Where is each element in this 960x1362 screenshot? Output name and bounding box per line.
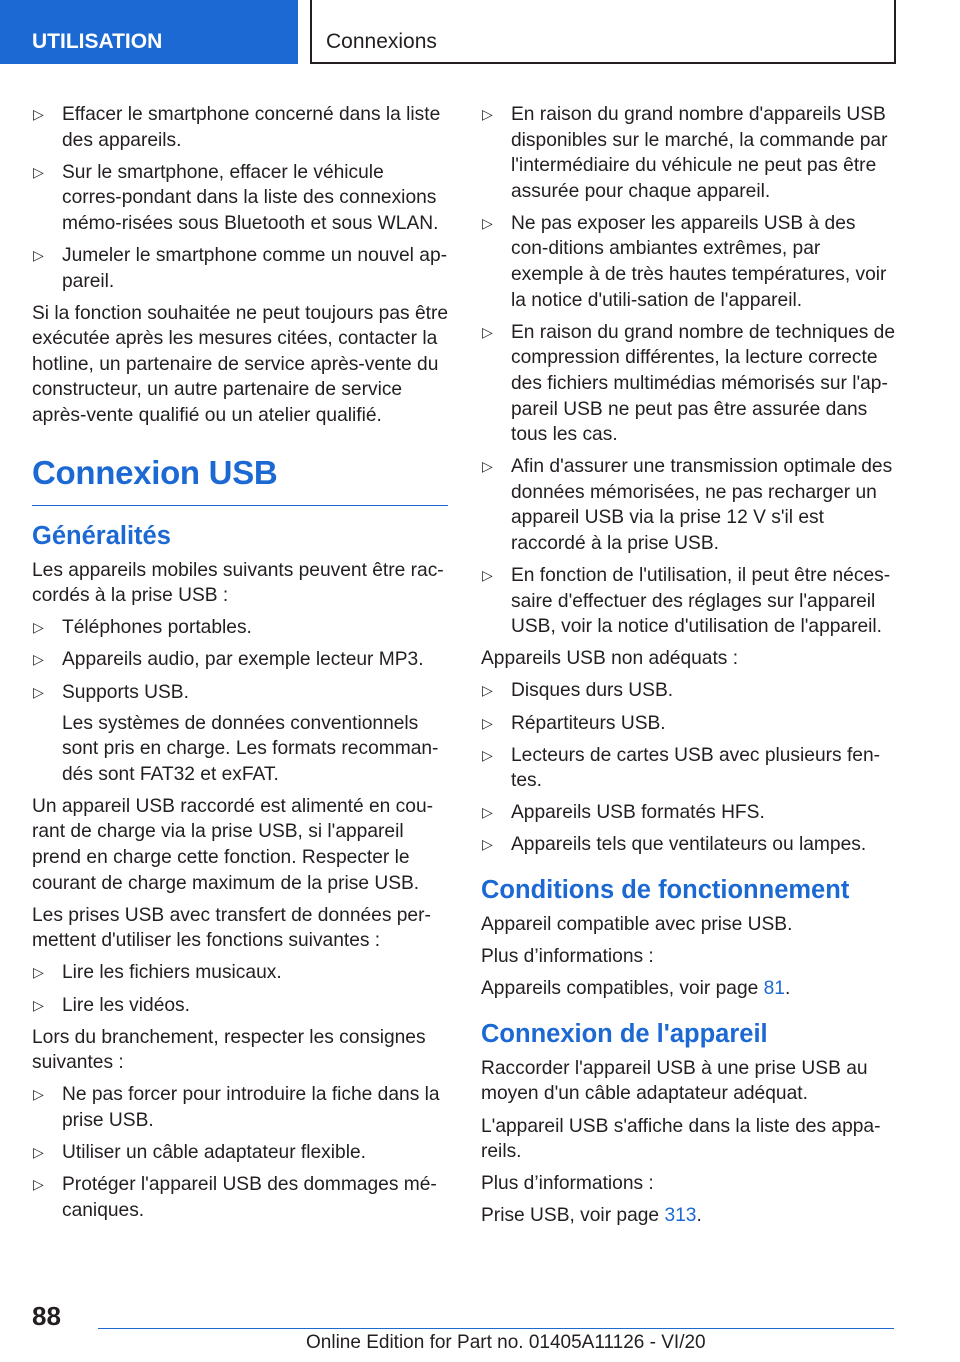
list-item: ▷ Sur le smartphone, effacer le véhicule corres-pondant dans la liste des connexions mémo-risées sous Bluetooth et sous WLAN. bbox=[33, 161, 439, 234]
paragraph: L'appareil USB s'affiche dans la liste des appa-reils. bbox=[481, 1115, 881, 1163]
list-item: ▷ Disques durs USB. bbox=[481, 678, 897, 704]
triangle-bullet-icon: ▷ bbox=[33, 163, 44, 180]
list-item: ▷ En fonction de l'utilisation, il peut être néces-saire d'effectuer des réglages sur l'appareil USB, voir la notice d'utilisation de l'appareil. bbox=[482, 565, 891, 638]
cross-reference: Prise USB, voir page 313. bbox=[481, 1205, 702, 1227]
list-item: ▷ Effacer le smartphone concerné dans la liste des appareils. bbox=[33, 104, 441, 151]
list-item: ▷ Afin d'assurer une transmission optimale des données mémorisées, ne pas recharger un appareil USB via la prise 12 V s'il est raccordé à la prise USB. bbox=[482, 456, 893, 554]
left-column bbox=[32, 102, 448, 1230]
paragraph: Si la fonction souhaitée ne peut toujours pas être exécutée après les mesures citées, contacter la hotline, un partenaire de service après-vente du constructeur, un autre partenaire de service après-vente qualifié ou un atelier qualifié. bbox=[32, 302, 449, 427]
list-item: ▷ Lire les fichiers musicaux. bbox=[32, 960, 448, 986]
triangle-bullet-icon: ▷ bbox=[33, 246, 44, 263]
list-item: ▷ Utiliser un câble adaptateur flexible. bbox=[32, 1140, 448, 1166]
triangle-bullet-icon: ▷ bbox=[33, 106, 44, 122]
paragraph: Lors du branchement, respecter les consignes suivantes : bbox=[32, 1026, 426, 1074]
paragraph: Raccorder l'appareil USB à une prise USB au moyen d'un câble adaptateur adéquat. bbox=[481, 1057, 868, 1105]
list-item: ▷ Supports USB. bbox=[32, 680, 448, 706]
list-item: ▷ Téléphones portables. bbox=[32, 615, 448, 641]
triangle-bullet-icon: ▷ bbox=[482, 106, 493, 122]
list-item: ▷ En raison du grand nombre de techniques de compression différentes, la lecture correcte des fichiers multimédias mémorisés sur l'ap-pareil USB ne peut pas être assurée dans tous les cas. bbox=[482, 321, 896, 446]
triangle-bullet-icon: ▷ bbox=[33, 1144, 44, 1160]
paragraph: Appareil compatible avec prise USB. bbox=[481, 914, 793, 936]
triangle-bullet-icon: ▷ bbox=[33, 1086, 44, 1103]
triangle-bullet-icon: ▷ bbox=[482, 746, 493, 763]
triangle-bullet-icon: ▷ bbox=[482, 214, 493, 231]
triangle-bullet-icon: ▷ bbox=[482, 567, 493, 584]
list-item: ▷ Appareils tels que ventilateurs ou lampes. bbox=[481, 832, 897, 858]
triangle-bullet-icon: ▷ bbox=[482, 714, 493, 731]
list-item: ▷ Ne pas exposer les appareils USB à des con-ditions ambiantes extrêmes, par exemple à de très hautes températures, voir la notice d'utili-sation de l'appareil. bbox=[482, 212, 887, 311]
triangle-bullet-icon: ▷ bbox=[482, 682, 493, 699]
list-item: ▷ Jumeler le smartphone comme un nouvel ap-pareil. bbox=[33, 244, 448, 292]
section-tab: UTILISATION bbox=[0, 0, 298, 64]
list-item-note: Les systèmes de données conventionnels sont pris en charge. Les formats recomman-dés sont FAT32 et exFAT. bbox=[62, 712, 439, 785]
heading-divider bbox=[32, 505, 448, 506]
paragraph: Un appareil USB raccordé est alimenté en cou-rant de charge via la prise USB, si l'appareil prend en charge cette fonction. Respecter le courant de charge maximum de la prise USB. bbox=[32, 795, 434, 894]
triangle-bullet-icon: ▷ bbox=[482, 836, 493, 853]
paragraph: Plus d’informations : bbox=[481, 1173, 654, 1195]
list-item: ▷ Appareils USB formatés HFS. bbox=[481, 800, 897, 826]
list-item: ▷ Ne pas forcer pour introduire la fiche dans la prise USB. bbox=[33, 1084, 440, 1131]
page-link[interactable]: 313 bbox=[664, 1205, 697, 1227]
triangle-bullet-icon: ▷ bbox=[482, 458, 493, 475]
paragraph: Les prises USB avec transfert de données per-mettent d'utiliser les fonctions suivantes : bbox=[32, 904, 431, 952]
triangle-bullet-icon: ▷ bbox=[33, 651, 44, 668]
list-item: ▷ En raison du grand nombre d'appareils USB disponibles sur le marché, la commande par l'intermédiaire du véhicule ne peut pas être assurée pour chaque appareil. bbox=[482, 104, 888, 202]
triangle-bullet-icon: ▷ bbox=[482, 804, 493, 821]
footer-edition: Online Edition for Part no. 01405A11126 - VI/20 bbox=[306, 1332, 706, 1353]
triangle-bullet-icon: ▷ bbox=[33, 619, 44, 636]
triangle-bullet-icon: ▷ bbox=[33, 683, 44, 700]
footer-divider bbox=[98, 1328, 894, 1329]
triangle-bullet-icon: ▷ bbox=[33, 996, 44, 1013]
page-number: 88 bbox=[32, 1301, 61, 1331]
subsection-heading: Conditions de fonctionnement bbox=[481, 876, 850, 905]
page-link[interactable]: 81 bbox=[763, 978, 785, 1000]
cross-reference: Appareils compatibles, voir page 81. bbox=[481, 978, 791, 1000]
triangle-bullet-icon: ▷ bbox=[33, 1176, 44, 1193]
list-item: ▷ Lecteurs de cartes USB avec plusieurs fen-tes. bbox=[482, 744, 881, 792]
triangle-bullet-icon: ▷ bbox=[482, 323, 493, 340]
section-heading: Connexion USB bbox=[32, 453, 278, 491]
paragraph: Les appareils mobiles suivants peuvent être rac-cordés à la prise USB : bbox=[32, 559, 444, 607]
subsection-heading: Connexion de l'appareil bbox=[481, 1019, 768, 1048]
subsection-heading: Généralités bbox=[32, 521, 171, 550]
list-item: ▷ Répartiteurs USB. bbox=[481, 711, 897, 737]
list-item: ▷ Protéger l'appareil USB des dommages mé-caniques. bbox=[33, 1174, 437, 1221]
list-item: ▷ Lire les vidéos. bbox=[32, 993, 448, 1019]
paragraph: Plus d’informations : bbox=[481, 946, 654, 968]
triangle-bullet-icon: ▷ bbox=[33, 964, 44, 981]
chapter-tab: Connexions bbox=[310, 0, 896, 64]
right-column bbox=[481, 102, 897, 1235]
list-item: ▷ Appareils audio, par exemple lecteur MP3. bbox=[32, 647, 448, 673]
paragraph: Appareils USB non adéquats : bbox=[481, 648, 739, 670]
